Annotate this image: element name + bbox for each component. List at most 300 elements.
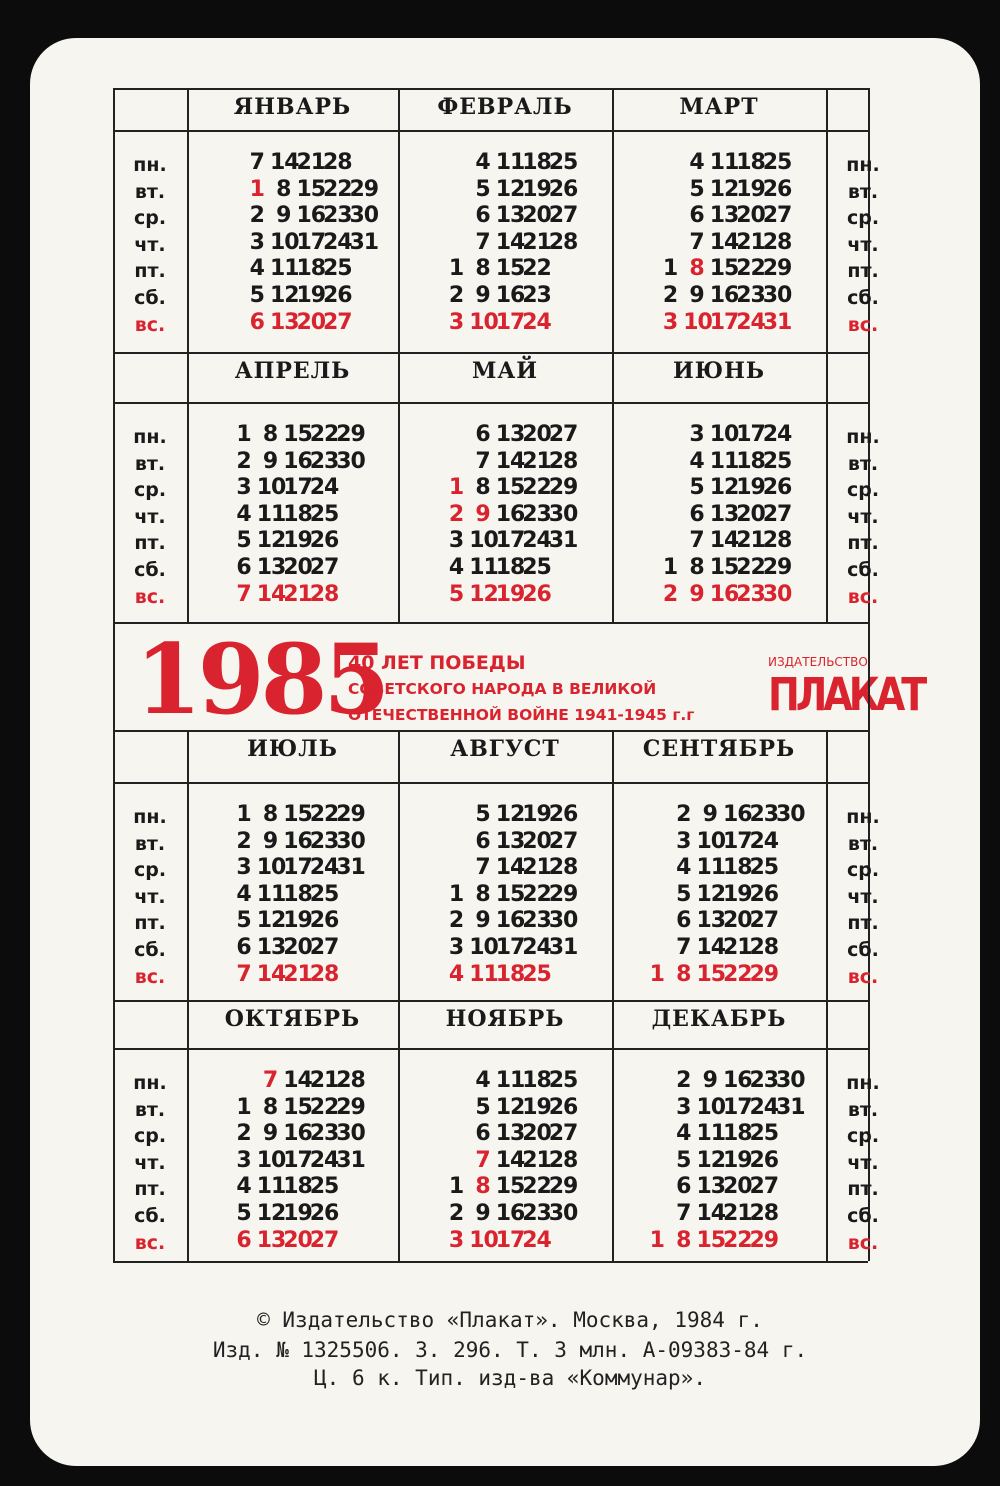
calendar-day: 21	[283, 961, 312, 987]
calendar-day: 30	[336, 1121, 365, 1147]
calendar-day: 18	[495, 961, 525, 987]
calendar-day: 21	[296, 150, 326, 175]
weekday-label: вс.	[134, 313, 166, 336]
calendar-day: 10	[256, 855, 286, 881]
calendar-day: 1	[448, 881, 464, 907]
calendar-day: 26	[762, 176, 792, 202]
weekday-label: чт.	[847, 1151, 879, 1174]
calendar-day: 25	[548, 150, 578, 175]
calendar-day: 19	[522, 802, 551, 827]
calendar-day: 4	[689, 150, 704, 175]
calendar-day: 26	[309, 908, 339, 934]
calendar-day: 10	[256, 1147, 286, 1173]
calendar-day: 8	[676, 961, 691, 987]
grid-vline	[187, 730, 189, 1000]
calendar-day: 21	[736, 528, 765, 554]
grid-vline	[187, 352, 189, 622]
calendar-day: 29	[336, 802, 365, 827]
calendar-day: 18	[495, 555, 525, 580]
calendar-day: 6	[676, 908, 691, 934]
calendar-day: 11	[709, 448, 739, 474]
calendar-day: 12	[495, 802, 525, 827]
calendar-day: 2	[676, 1068, 691, 1093]
calendar-day: 29	[336, 422, 365, 447]
weekday-labels	[826, 152, 900, 338]
calendar-day: 29	[548, 475, 578, 501]
calendar-day: 13	[256, 555, 286, 580]
calendar-day: 14	[709, 229, 739, 255]
calendar-day: 17	[495, 528, 525, 554]
calendar-day: 25	[762, 448, 792, 474]
calendar-day: 8	[276, 176, 291, 202]
calendar-day: 12	[495, 176, 525, 202]
calendar-day: 2	[249, 203, 264, 229]
calendar-day: 13	[696, 1174, 726, 1200]
calendar-day: 26	[749, 1147, 779, 1173]
calendar-day: 9	[689, 283, 704, 308]
calendar-day: 24	[749, 828, 779, 854]
weekday-labels	[826, 424, 900, 610]
calendar-day: 7	[249, 150, 264, 175]
calendar-day: 22	[323, 176, 352, 202]
calendar-day: 15	[495, 1174, 525, 1200]
calendar-day: 17	[709, 309, 739, 335]
calendar-day: 14	[696, 1201, 726, 1226]
calendar-day: 2	[236, 1121, 251, 1147]
calendar-day: 1	[662, 256, 678, 282]
calendar-day: 30	[349, 203, 379, 229]
calendar-day: 11	[696, 1121, 726, 1147]
weekday-labels	[826, 1070, 900, 1256]
weekday-label: пт.	[134, 1178, 166, 1201]
calendar-day: 16	[283, 828, 312, 854]
calendar-day: 9	[702, 1068, 717, 1093]
calendar-day: 9	[262, 828, 278, 854]
calendar-day: 28	[336, 1068, 365, 1093]
calendar-day: 8	[689, 555, 704, 580]
calendar-day: 21	[522, 229, 551, 255]
weekday-label: ср.	[133, 207, 167, 230]
calendar-day: 4	[448, 555, 464, 580]
calendar-day: 31	[548, 935, 578, 960]
calendar-day: 9	[475, 908, 490, 934]
calendar-day: 27	[309, 555, 339, 580]
calendar-day: 4	[236, 881, 251, 907]
calendar-day: 2	[662, 283, 678, 308]
calendar-day: 20	[522, 203, 551, 229]
calendar-day: 30	[762, 283, 792, 308]
calendar-day: 29	[548, 1174, 578, 1200]
calendar-day: 11	[469, 961, 498, 987]
calendar-day: 3	[249, 229, 264, 255]
calendar-day: 6	[475, 1121, 490, 1147]
calendar-day: 26	[548, 802, 578, 827]
calendar-day: 24	[323, 229, 352, 255]
calendar-day: 13	[256, 935, 286, 960]
footer-line-1: © Издательство «Плакат». Москва, 1984 г.	[257, 1308, 763, 1332]
calendar-day: 28	[309, 961, 339, 987]
grid-vline	[612, 1000, 614, 1261]
calendar-day: 17	[495, 935, 525, 960]
calendar-day: 21	[723, 935, 752, 960]
calendar-day: 21	[283, 581, 312, 607]
calendar-day: 17	[283, 855, 312, 881]
calendar-day: 27	[323, 309, 352, 335]
calendar-day: 31	[776, 1094, 805, 1120]
calendar-day: 15	[495, 256, 525, 282]
calendar-day: 15	[495, 881, 525, 907]
calendar-day: 15	[696, 961, 726, 987]
weekday-label: ср.	[846, 207, 880, 230]
calendar-day: 25	[522, 555, 551, 580]
calendar-day: 1	[649, 961, 664, 987]
weekday-label: пн.	[133, 1072, 167, 1094]
calendar-day: 23	[309, 828, 339, 854]
calendar-day: 8	[475, 256, 490, 282]
calendar-day: 9	[262, 448, 278, 474]
calendar-day: 21	[522, 855, 551, 881]
calendar-day: 14	[495, 1147, 525, 1173]
month-name: ИЮНЬ	[672, 358, 766, 384]
calendar-day: 24	[749, 1094, 779, 1120]
calendar-day: 25	[762, 150, 792, 175]
calendar-day: 30	[548, 1201, 578, 1226]
calendar-day: 21	[723, 1201, 752, 1226]
calendar-day: 20	[283, 555, 312, 580]
calendar-day: 3	[236, 475, 251, 501]
weekday-label: ср.	[133, 859, 167, 882]
calendar-day: 22	[736, 555, 765, 580]
calendar-day: 27	[309, 1227, 339, 1253]
calendar-day: 5	[448, 581, 464, 607]
weekday-label: пт.	[134, 912, 166, 935]
calendar-day: 22	[309, 1094, 339, 1120]
calendar-day: 16	[296, 203, 326, 229]
calendar-day: 5	[676, 881, 691, 907]
calendar-day: 16	[709, 283, 739, 308]
calendar-day: 24	[736, 309, 765, 335]
calendar-day: 14	[495, 229, 525, 255]
calendar-day: 26	[522, 581, 551, 607]
victory-slogan	[348, 650, 694, 728]
slogan-line-2: СОВЕТСКОГО НАРОДА В ВЕЛИКОЙ	[348, 680, 657, 698]
calendar-day: 1	[236, 802, 251, 827]
calendar-day: 24	[309, 475, 339, 501]
calendar-day: 14	[270, 150, 299, 175]
calendar-day: 22	[522, 475, 551, 501]
calendar-day: 24	[309, 855, 339, 881]
calendar-day: 12	[709, 176, 739, 202]
calendar-day: 23	[736, 283, 765, 308]
calendar-day: 29	[762, 555, 792, 580]
calendar-day: 13	[495, 422, 525, 447]
calendar-day: 20	[522, 828, 551, 854]
calendar-day: 1	[249, 176, 264, 202]
calendar-day: 2	[448, 908, 464, 934]
weekday-label: чт.	[134, 885, 166, 908]
calendar-day: 28	[762, 229, 792, 255]
month-name: АПРЕЛЬ	[234, 358, 351, 384]
calendar-day: 20	[296, 309, 326, 335]
calendar-day: 2	[448, 283, 464, 308]
calendar-day: 10	[469, 309, 498, 335]
calendar-day: 5	[475, 176, 490, 202]
calendar-day: 11	[495, 1068, 525, 1093]
calendar-day: 27	[548, 828, 578, 854]
grid-vline	[868, 622, 870, 730]
calendar-day: 18	[723, 855, 752, 881]
calendar-day: 18	[736, 448, 765, 474]
calendar-day: 23	[309, 448, 339, 474]
weekday-label: вт.	[134, 1098, 166, 1121]
calendar-day: 27	[749, 908, 779, 934]
calendar-day: 3	[448, 309, 464, 335]
weekday-label: вт.	[134, 832, 166, 855]
calendar-day: 14	[256, 961, 286, 987]
calendar-day: 9	[702, 802, 717, 827]
calendar-day: 23	[309, 1121, 339, 1147]
calendar-day: 13	[495, 828, 525, 854]
calendar-day: 3	[689, 422, 704, 447]
weekday-label: пн.	[133, 426, 167, 448]
calendar-day: 16	[495, 1201, 525, 1226]
calendar-day: 27	[548, 203, 578, 229]
calendar-day: 19	[296, 283, 326, 308]
calendar-day: 28	[762, 528, 792, 554]
calendar-day: 16	[283, 1121, 312, 1147]
grid-hline	[113, 782, 868, 784]
calendar-day: 7	[676, 935, 691, 960]
slogan-line-3: ОТЕЧЕСТВЕННОЙ ВОЙНЕ 1941-1945 г.г	[348, 706, 695, 724]
publisher-caption: ИЗДАТЕЛЬСТВО	[768, 655, 868, 669]
calendar-day: 23	[749, 802, 779, 827]
calendar-day: 7	[262, 1068, 278, 1093]
calendar-day: 20	[736, 203, 765, 229]
grid-hline	[113, 730, 868, 732]
grid-hline	[113, 402, 868, 404]
calendar-day: 4	[236, 1174, 251, 1200]
calendar-day: 6	[236, 935, 251, 960]
calendar-day: 26	[749, 881, 779, 907]
weekday-labels	[113, 1070, 187, 1256]
grid-vline	[113, 622, 115, 730]
grid-vline	[612, 352, 614, 622]
grid-vline	[398, 730, 400, 1000]
calendar-day: 1	[662, 555, 678, 580]
weekday-label: вс.	[134, 585, 166, 608]
calendar-day: 22	[736, 256, 765, 282]
calendar-day: 11	[696, 855, 726, 881]
calendar-day: 6	[676, 1174, 691, 1200]
calendar-day: 7	[689, 528, 704, 554]
weekday-label: пт.	[847, 1178, 879, 1201]
calendar-day: 8	[689, 256, 704, 282]
calendar-day: 20	[723, 908, 752, 934]
calendar-day: 29	[349, 176, 379, 202]
calendar-day: 25	[309, 881, 339, 907]
calendar-day: 31	[336, 1147, 365, 1173]
calendar-day: 16	[495, 283, 525, 308]
grid-hline	[113, 622, 868, 624]
calendar-day: 7	[475, 448, 490, 474]
calendar-day: 8	[475, 881, 490, 907]
calendar-day: 14	[256, 581, 286, 607]
calendar-day: 13	[256, 1227, 286, 1253]
calendar-day: 17	[283, 1147, 312, 1173]
calendar-day: 3	[448, 1227, 464, 1253]
weekday-labels	[113, 804, 187, 990]
calendar-day: 13	[495, 1121, 525, 1147]
calendar-day: 30	[762, 581, 792, 607]
calendar-day: 27	[548, 422, 578, 447]
calendar-day: 10	[469, 935, 498, 960]
month-name: НОЯБРЬ	[445, 1006, 565, 1032]
weekday-label: ср.	[133, 1125, 167, 1148]
calendar-day: 1	[236, 422, 251, 447]
calendar-day: 14	[283, 1068, 312, 1093]
weekday-label: сб.	[134, 558, 166, 581]
calendar-day: 30	[548, 908, 578, 934]
calendar-day: 13	[696, 908, 726, 934]
calendar-day: 17	[283, 475, 312, 501]
calendar-day: 19	[522, 176, 551, 202]
weekday-label: сб.	[134, 1204, 166, 1227]
calendar-day: 3	[236, 1147, 251, 1173]
month-name: СЕНТЯБРЬ	[642, 736, 796, 762]
weekday-label: пн.	[133, 154, 167, 176]
weekday-label: вт.	[134, 452, 166, 475]
calendar-day: 6	[475, 203, 490, 229]
calendar-day: 24	[522, 309, 551, 335]
grid-vline	[187, 88, 189, 352]
calendar-day: 21	[309, 1068, 339, 1093]
calendar-day: 3	[448, 935, 464, 960]
weekday-label: вс.	[134, 1231, 166, 1254]
calendar-day: 18	[296, 256, 326, 282]
calendar-day: 16	[709, 581, 739, 607]
calendar-day: 18	[522, 150, 551, 175]
weekday-label: ср.	[846, 1125, 880, 1148]
calendar-day: 7	[475, 229, 490, 255]
calendar-day: 12	[495, 1094, 525, 1120]
calendar-day: 18	[283, 501, 312, 527]
calendar-day: 22	[723, 961, 752, 987]
calendar-day: 18	[736, 150, 765, 175]
calendar-day: 10	[683, 309, 712, 335]
calendar-day: 3	[662, 309, 678, 335]
grid-hline	[113, 130, 868, 132]
calendar-day: 25	[522, 961, 551, 987]
calendar-day: 22	[522, 881, 551, 907]
calendar-day: 12	[256, 908, 286, 934]
grid-vline	[398, 88, 400, 352]
calendar-day: 24	[522, 528, 551, 554]
calendar-day: 15	[283, 1094, 312, 1120]
calendar-day: 10	[469, 528, 498, 554]
calendar-day: 21	[522, 448, 551, 474]
calendar-day: 1	[236, 1094, 251, 1120]
calendar-day: 3	[448, 528, 464, 554]
calendar-day: 27	[749, 1174, 779, 1200]
calendar-day: 28	[548, 229, 578, 255]
calendar-day: 7	[689, 229, 704, 255]
calendar-day: 26	[548, 176, 578, 202]
calendar-day: 23	[522, 501, 551, 527]
calendar-day: 4	[448, 961, 464, 987]
calendar-day: 8	[475, 475, 490, 501]
weekday-label: чт.	[134, 233, 166, 256]
calendar-day: 28	[749, 1201, 779, 1226]
calendar-day: 1	[448, 256, 464, 282]
calendar-day: 24	[522, 1227, 551, 1253]
calendar-day: 18	[283, 1174, 312, 1200]
calendar-day: 2	[448, 1201, 464, 1226]
calendar-day: 21	[522, 1147, 551, 1173]
weekday-label: вт.	[847, 180, 879, 203]
calendar-day: 6	[236, 555, 251, 580]
calendar-day: 23	[522, 908, 551, 934]
calendar-day: 19	[495, 581, 525, 607]
grid-hline	[113, 1048, 868, 1050]
calendar-day: 26	[548, 1094, 578, 1120]
publisher-logo: ПЛАКАТ	[768, 668, 924, 721]
weekday-label: пн.	[846, 426, 880, 448]
calendar-day: 2	[662, 581, 678, 607]
weekday-label: пт.	[134, 532, 166, 555]
calendar-day: 26	[762, 475, 792, 501]
calendar-day: 9	[475, 283, 490, 308]
calendar-day: 4	[676, 1121, 691, 1147]
calendar-day: 14	[495, 448, 525, 474]
calendar-day: 16	[495, 501, 525, 527]
calendar-day: 29	[548, 881, 578, 907]
grid-vline	[398, 352, 400, 622]
calendar-day: 30	[548, 501, 578, 527]
footer-line-2: Изд. № 1325506. З. 296. Т. 3 млн. А-09383-84 г.	[212, 1338, 808, 1362]
calendar-day: 6	[689, 203, 704, 229]
month-name: ИЮЛЬ	[247, 736, 338, 762]
calendar-day: 8	[475, 1174, 490, 1200]
calendar-day: 2	[676, 802, 691, 827]
calendar-day: 28	[323, 150, 352, 175]
calendar-day: 11	[256, 1174, 286, 1200]
calendar-day: 17	[736, 422, 765, 447]
calendar-day: 21	[736, 229, 765, 255]
calendar-day: 1	[649, 1227, 664, 1253]
calendar-day: 17	[723, 828, 752, 854]
weekday-label: ср.	[846, 479, 880, 502]
calendar-day: 15	[495, 475, 525, 501]
calendar-day: 5	[236, 908, 251, 934]
calendar-day: 9	[276, 203, 291, 229]
calendar-day: 5	[236, 528, 251, 554]
calendar-day: 8	[262, 802, 278, 827]
calendar-day: 14	[495, 855, 525, 881]
weekday-label: вс.	[847, 313, 879, 336]
calendar-day: 4	[475, 1068, 490, 1093]
grid-hline	[113, 1000, 868, 1002]
calendar-day: 12	[270, 283, 299, 308]
calendar-day: 6	[475, 828, 490, 854]
calendar-day: 23	[522, 283, 551, 308]
weekday-label: чт.	[847, 885, 879, 908]
weekday-label: сб.	[134, 286, 166, 309]
weekday-label: чт.	[134, 505, 166, 528]
calendar-day: 3	[676, 1094, 691, 1120]
calendar-day: 15	[696, 1227, 726, 1253]
calendar-day: 14	[709, 528, 739, 554]
calendar-day: 29	[749, 961, 779, 987]
